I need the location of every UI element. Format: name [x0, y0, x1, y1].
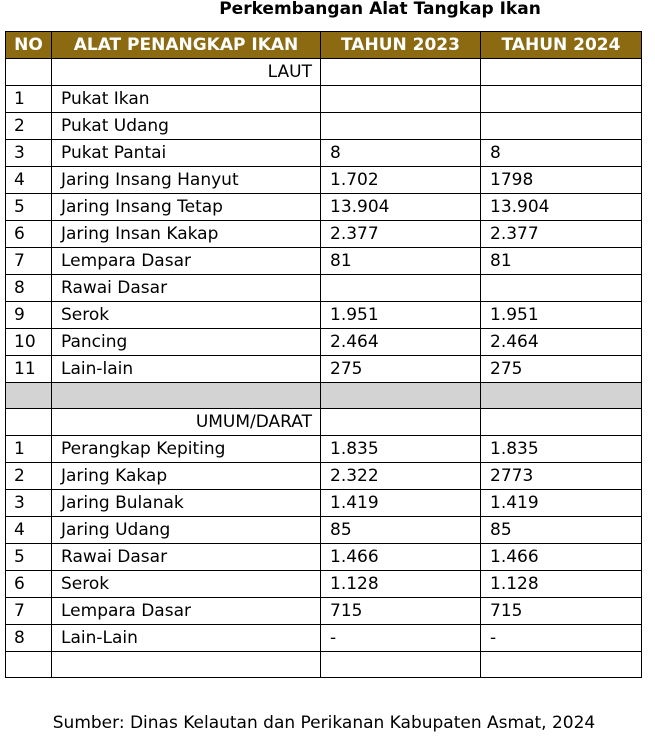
separator-cell	[481, 383, 642, 409]
cell-no: 6	[6, 221, 52, 248]
section-label-umum: UMUM/DARAT	[52, 409, 321, 436]
header-2023: TAHUN 2023	[321, 32, 481, 59]
empty-cell	[321, 59, 481, 86]
table-row	[6, 625, 642, 652]
table-row	[6, 544, 642, 571]
cell-alat: Pukat Pantai	[52, 140, 321, 167]
table-row	[6, 140, 642, 167]
table-row	[6, 436, 642, 463]
cell-alat: Jaring Udang	[52, 517, 321, 544]
table-row	[6, 221, 642, 248]
cell-2024: 1.951	[481, 302, 642, 329]
cell-alat: Rawai Dasar	[52, 275, 321, 302]
empty-cell	[6, 652, 52, 678]
cell-2023: 85	[321, 517, 481, 544]
cell-no: 5	[6, 194, 52, 221]
cell-2024	[481, 86, 642, 113]
separator-cell	[6, 383, 52, 409]
cell-2023: 1.128	[321, 571, 481, 598]
table-row	[6, 194, 642, 221]
cell-no: 3	[6, 490, 52, 517]
header-no: NO	[6, 32, 52, 59]
cell-2023: 1.951	[321, 302, 481, 329]
cell-2023: 2.464	[321, 329, 481, 356]
section-label-laut: LAUT	[52, 59, 321, 86]
cell-alat: Jaring Kakap	[52, 463, 321, 490]
cell-no: 7	[6, 598, 52, 625]
source-note: Sumber: Dinas Kelautan dan Perikanan Kabupaten Asmat, 2024	[52, 713, 596, 733]
section-row-umum	[6, 409, 642, 436]
cell-2023: 1.419	[321, 490, 481, 517]
cell-2024: 715	[481, 598, 642, 625]
table-row	[6, 167, 642, 194]
cell-no: 8	[6, 625, 52, 652]
table-row	[6, 275, 642, 302]
cell-2023: 8	[321, 140, 481, 167]
cell-2024: 1.835	[481, 436, 642, 463]
cell-alat: Lempara Dasar	[52, 598, 321, 625]
cell-alat: Serok	[52, 571, 321, 598]
cell-2024	[481, 275, 642, 302]
cell-2024: 13.904	[481, 194, 642, 221]
cell-2023	[321, 275, 481, 302]
cell-no: 8	[6, 275, 52, 302]
empty-cell	[52, 652, 321, 678]
empty-cell	[481, 652, 642, 678]
cell-2024: 1798	[481, 167, 642, 194]
table-row	[6, 356, 642, 383]
cell-no: 1	[6, 86, 52, 113]
cell-2023: 1.466	[321, 544, 481, 571]
cell-alat: Jaring Insan Kakap	[52, 221, 321, 248]
table-row	[6, 517, 642, 544]
cell-2023: 1.702	[321, 167, 481, 194]
empty-footer-row	[6, 652, 642, 678]
page-title: Perkembangan Alat Tangkap Ikan	[219, 0, 541, 19]
table-row	[6, 329, 642, 356]
cell-alat: Perangkap Kepiting	[52, 436, 321, 463]
cell-2023: 1.835	[321, 436, 481, 463]
cell-alat: Jaring Bulanak	[52, 490, 321, 517]
cell-no: 7	[6, 248, 52, 275]
cell-no: 2	[6, 113, 52, 140]
cell-2024: 8	[481, 140, 642, 167]
cell-2023	[321, 86, 481, 113]
cell-alat: Pukat Ikan	[52, 86, 321, 113]
cell-2024: 1.466	[481, 544, 642, 571]
cell-2024: 2.464	[481, 329, 642, 356]
cell-no: 6	[6, 571, 52, 598]
cell-2023	[321, 113, 481, 140]
cell-2024: 1.419	[481, 490, 642, 517]
separator-cell	[321, 383, 481, 409]
cell-no: 1	[6, 436, 52, 463]
cell-2023: 81	[321, 248, 481, 275]
cell-alat: Jaring Insang Hanyut	[52, 167, 321, 194]
cell-alat: Pukat Udang	[52, 113, 321, 140]
cell-no: 2	[6, 463, 52, 490]
cell-2023: 275	[321, 356, 481, 383]
cell-alat: Lain-Lain	[52, 625, 321, 652]
table-row	[6, 86, 642, 113]
cell-2023: 2.322	[321, 463, 481, 490]
cell-2024: 85	[481, 517, 642, 544]
section-no-cell	[6, 59, 52, 86]
separator-cell	[52, 383, 321, 409]
cell-no: 4	[6, 167, 52, 194]
empty-cell	[481, 409, 642, 436]
header-alat: ALAT PENANGKAP IKAN	[52, 32, 321, 59]
cell-no: 11	[6, 356, 52, 383]
cell-no: 9	[6, 302, 52, 329]
section-no-cell	[6, 409, 52, 436]
empty-cell	[481, 59, 642, 86]
table-row	[6, 302, 642, 329]
cell-2024: 2773	[481, 463, 642, 490]
separator-row	[6, 383, 642, 409]
cell-2024: 275	[481, 356, 642, 383]
cell-alat: Lain-lain	[52, 356, 321, 383]
cell-no: 10	[6, 329, 52, 356]
table-row	[6, 598, 642, 625]
cell-alat: Serok	[52, 302, 321, 329]
cell-no: 3	[6, 140, 52, 167]
table-row	[6, 113, 642, 140]
cell-alat: Pancing	[52, 329, 321, 356]
cell-2024: 2.377	[481, 221, 642, 248]
table-row	[6, 463, 642, 490]
cell-2024: -	[481, 625, 642, 652]
section-row-laut	[6, 59, 642, 86]
cell-2023: -	[321, 625, 481, 652]
table-header-row	[6, 32, 642, 59]
cell-2024	[481, 113, 642, 140]
fishing-gear-table	[5, 31, 642, 678]
cell-no: 5	[6, 544, 52, 571]
cell-no: 4	[6, 517, 52, 544]
cell-2024: 1.128	[481, 571, 642, 598]
cell-2024: 81	[481, 248, 642, 275]
cell-alat: Lempara Dasar	[52, 248, 321, 275]
cell-2023: 2.377	[321, 221, 481, 248]
table-row	[6, 490, 642, 517]
header-2024: TAHUN 2024	[481, 32, 642, 59]
table-row	[6, 571, 642, 598]
cell-2023: 715	[321, 598, 481, 625]
empty-cell	[321, 409, 481, 436]
table-row	[6, 248, 642, 275]
cell-alat: Rawai Dasar	[52, 544, 321, 571]
empty-cell	[321, 652, 481, 678]
cell-2023: 13.904	[321, 194, 481, 221]
cell-alat: Jaring Insang Tetap	[52, 194, 321, 221]
